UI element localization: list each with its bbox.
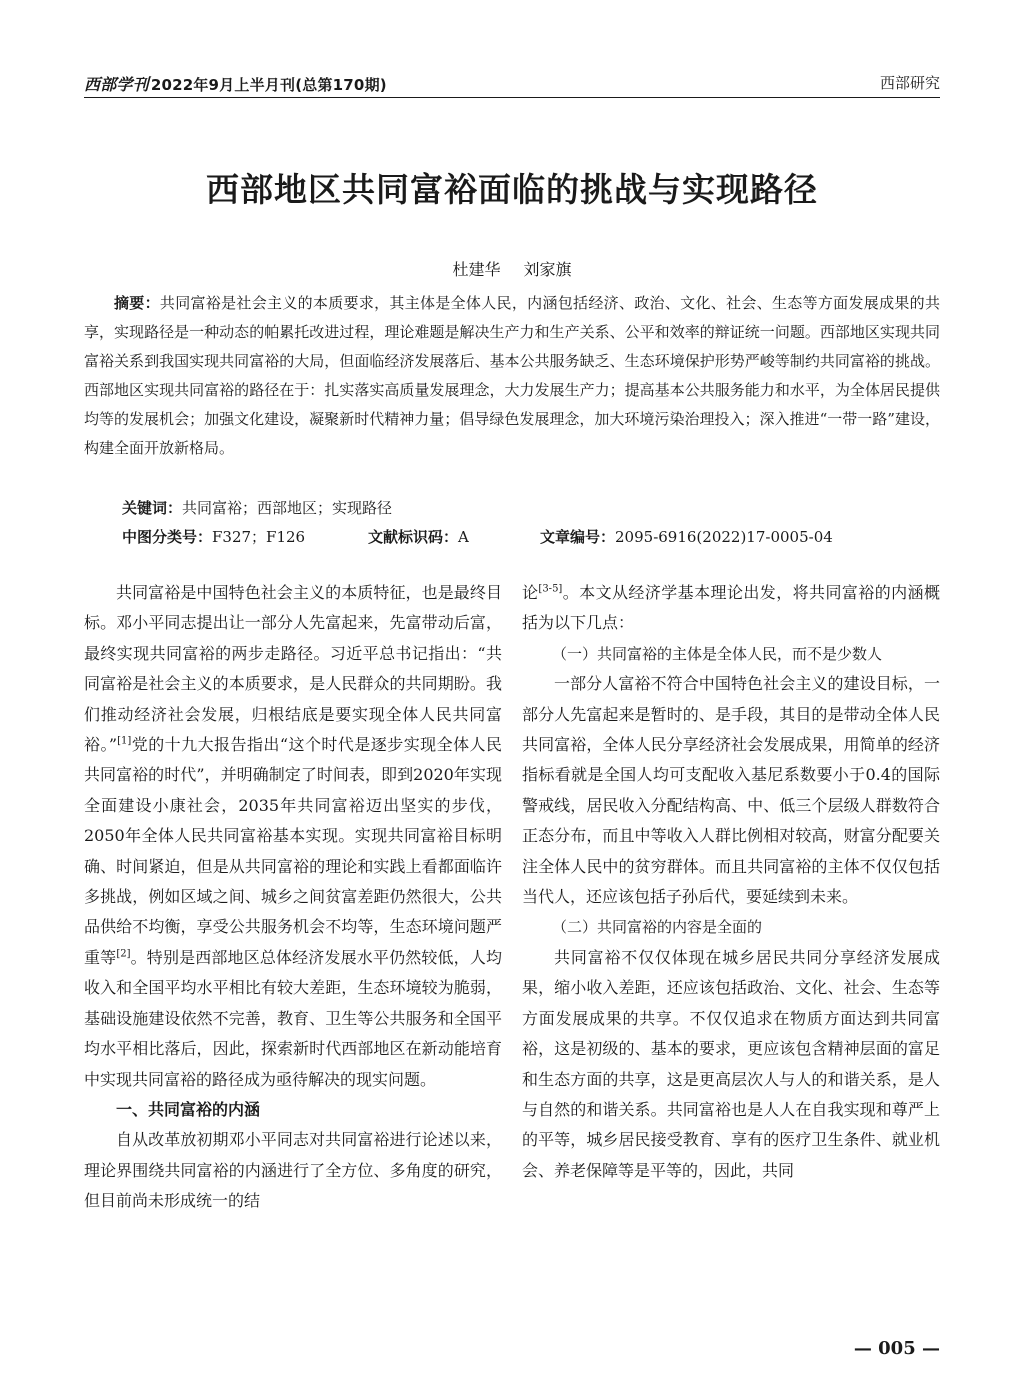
citation-3-5: [3-5]: [538, 583, 563, 595]
citation-1: [1]: [117, 735, 132, 747]
intro-text-c: 。特别是西部地区总体经济发展水平仍然较低，人均收入和全国平均水平相比有较大差距，生态环境较为脆弱，基础设施建设依然不完善，教育、卫生等公共服务和全国平均水平相比落后，因此，探索新时代西部地区在新动能培育中实现共同富裕的路径成为亟待解决的现实问题。: [84, 947, 502, 1089]
running-header: [84, 70, 940, 96]
article-label: 文章编号：: [540, 528, 616, 546]
keywords: [84, 494, 940, 523]
page-number: — 005 —: [853, 1338, 940, 1359]
subheading-2: （二）共同富裕的内容是全面的: [552, 918, 763, 937]
section-heading-1: 一、共同富裕的内涵: [116, 1099, 261, 1119]
clc-label: 中图分类号：: [122, 528, 213, 546]
article-number: [540, 523, 833, 552]
issue-info: 2022年9月上半月刊(总第170期): [150, 76, 387, 94]
article-value: 2095-6916(2022)17-0005-04: [615, 528, 833, 546]
article-authors: 杜建华 刘家旗: [452, 260, 572, 279]
body-column-left: [84, 578, 502, 1217]
paragraph-subject: 一部分人富裕不符合中国特色社会主义的建设目标，一部分人先富起来是暂时的、是手段，其目的是带动全体人民共同富裕，全体人民分享经济社会发展成果，用简单的经济指标看就是全国人均可支配收入基尼系数要小于0.4的国际警戒线，居民收入分配结构高、中、低三个层级人群数符合正态分布，而且中等收入人群比例相对较高，财富分配要关注全体人民中的贫穷群体。而且共同富裕的主体不仅仅包括当代人，还应该包括子孙后代，要延续到未来。: [522, 674, 940, 907]
continued-text-b: 。本文从经济学基本理论出发，将共同富裕的内涵概括为以下几点：: [522, 583, 940, 633]
journal-issue: [84, 72, 387, 95]
continued-text-a: 论: [522, 583, 539, 602]
article-title: 西部地区共同富裕面临的挑战与实现路径: [206, 170, 818, 209]
abstract-text: 共同富裕是社会主义的本质要求，其主体是全体人民，内涵包括经济、政治、文化、社会、生态等方面发展成果的共享，实现路径是一种动态的帕累托改进过程，理论难题是解决生产力和生产关系、公平和效率的辩证统一问题。西部地区实现共同富裕关系到我国实现共同富裕的大局，但面临经济发展落后、基本公共服务缺乏、生态环境保护形势严峻等制约共同富裕的挑战。西部地区实现共同富裕的路径在于：扎实落实高质量发展理念，大力发展生产力；提高基本公共服务能力和水平，为全体居民提供均等的发展机会；加强文化建设，凝聚新时代精神力量；倡导绿色发展理念，加大环境污染治理投入；深入推进“一带一路”建设，构建全面开放新格局。: [84, 294, 940, 457]
header-divider: [84, 97, 940, 98]
doc-label: 文献标识码：: [368, 528, 459, 546]
citation-2: [2]: [116, 948, 131, 960]
keywords-label: 关键词：: [122, 499, 183, 517]
clc-code: [122, 523, 305, 552]
subheading-1: （一）共同富裕的主体是全体人民，而不是少数人: [552, 644, 883, 663]
paragraph-continued: [522, 578, 940, 639]
abstract: [84, 289, 940, 463]
intro-text-b: 党的十九大报告指出“这个时代是逐步实现全体人民共同富裕的时代”，并明确制定了时间表，即到2020年实现全面建设小康社会，2035年共同富裕迈出坚实的步伐，2050年全体人民共同富裕基本实现。实现共同富裕目标明确、时间紧迫，但是从共同富裕的理论和实践上看都面临许多挑战，例如区域之间、城乡之间贫富差距仍然很大，公共品供给不均衡，享受公共服务机会不均等，生态环境问题严重等: [84, 735, 502, 967]
paragraph-section1: 自从改革放初期邓小平同志对共同富裕进行论述以来，理论界围绕共同富裕的内涵进行了全方位、多角度的研究，但目前尚未形成统一的结: [84, 1130, 502, 1211]
body-column-right: [522, 578, 940, 1186]
journal-logo: 西部学刊: [84, 75, 149, 94]
clc-value: F327；F126: [212, 528, 306, 546]
section-name: 西部研究: [879, 74, 940, 92]
document-code: [368, 523, 469, 552]
paragraph-content: 共同富裕不仅仅体现在城乡居民共同分享经济发展成果，缩小收入差距，还应该包括政治、文化、社会、生态等方面发展成果的共享。不仅仅追求在物质方面达到共同富裕，这是初级的、基本的要求，更应该包含精神层面的富足和生态方面的共享，这是更高层次人与人的和谐关系，是人与自然的和谐关系。共同富裕也是人人在自我实现和尊严上的平等，城乡居民接受教育、享有的医疗卫生条件、就业机会、养老保障等是平等的，因此，共同: [522, 947, 940, 1180]
doc-value: A: [458, 528, 469, 546]
abstract-label: 摘要：: [114, 294, 160, 312]
paragraph-intro: [84, 578, 502, 1095]
intro-text-a: 共同富裕是中国特色社会主义的本质特征，也是最终目标。邓小平同志提出让一部分人先富起来，先富带动后富，最终实现共同富裕的两步走路径。习近平总书记指出：“共同富裕是社会主义的本质要求，是人民群众的共同期盼。我们推动经济社会发展，归根结底是要实现全体人民共同富裕。”: [84, 583, 502, 755]
keywords-text: 共同富裕；西部地区；实现路径: [182, 499, 393, 517]
